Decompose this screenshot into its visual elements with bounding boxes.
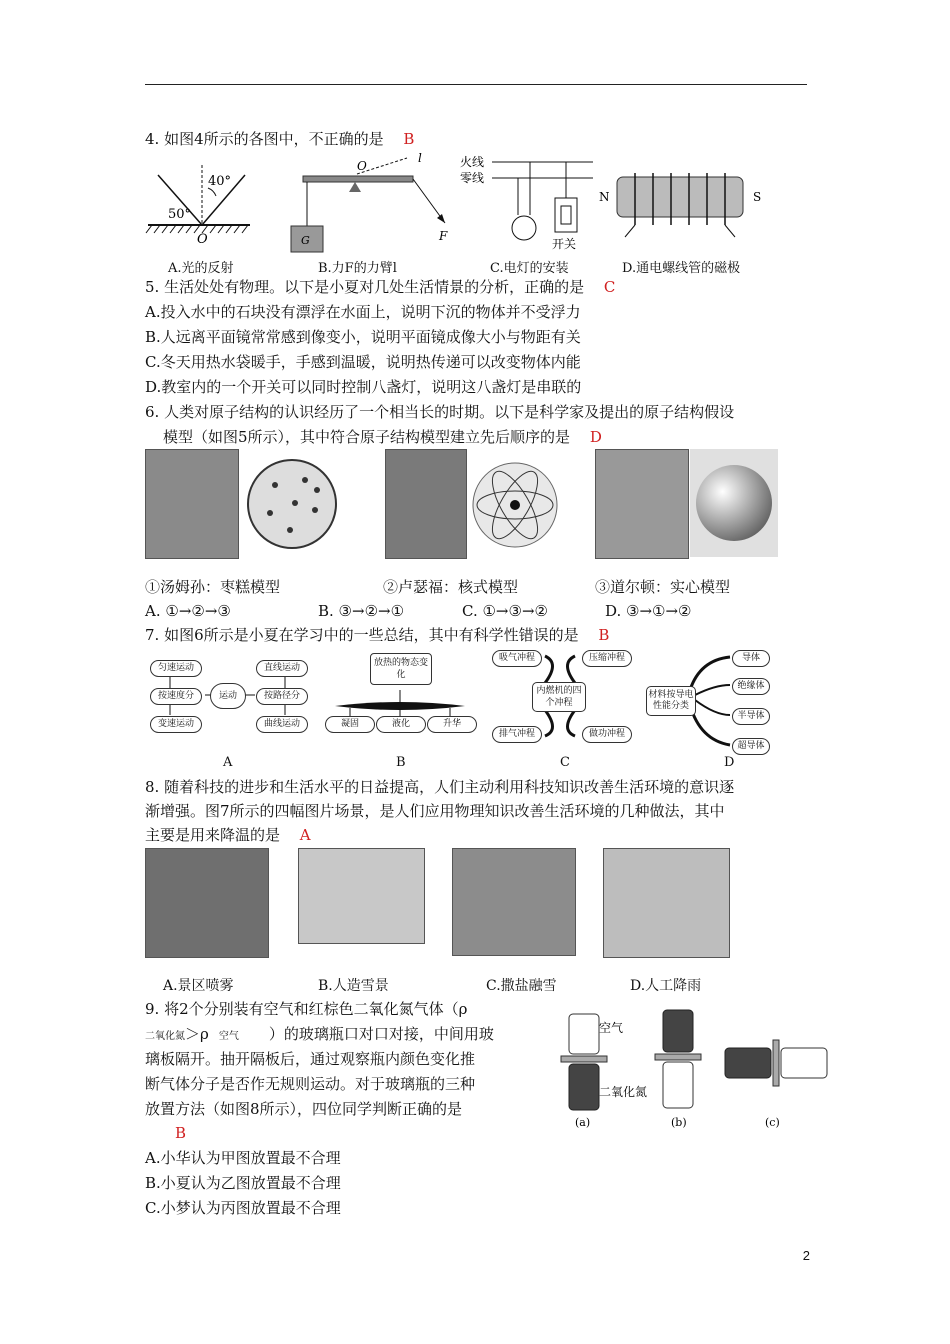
zero-wire-label: 零线 xyxy=(460,171,485,185)
q9-stem-line4: 断气体分子是否作无规则运动。对于玻璃瓶的三种 xyxy=(145,1075,476,1093)
angle-50-label: 50° xyxy=(168,207,192,222)
pole-s-label: S xyxy=(753,190,762,204)
q4-fig-d xyxy=(595,165,770,245)
switch-label: 开关 xyxy=(552,237,577,251)
map-a-by-path: 按路径分 xyxy=(256,688,308,705)
map-b-freeze: 凝固 xyxy=(325,716,375,733)
q8-caption-b: B.人造雪景 xyxy=(318,978,389,994)
map-a-center: 运动 xyxy=(210,683,246,709)
q4-fig-c xyxy=(458,150,598,255)
header-rule xyxy=(145,84,807,85)
map-c-exhaust: 排气冲程 xyxy=(492,726,542,743)
q5-stem: 5. 生活处处有物理。以下是小夏对几处生活情景的分析，正确的是 C xyxy=(145,278,616,296)
pivot-o-label: O xyxy=(357,159,367,173)
artificial-rain-photo xyxy=(603,848,730,958)
q6-option-a: A. ①→②→③ xyxy=(145,602,231,620)
map-c-intake: 吸气冲程 xyxy=(492,650,542,667)
q5-option-c: C.冬天用热水袋暖手，手感到温暖，说明热传递可以改变物体内能 xyxy=(145,353,581,371)
q8-stem-line1: 8. 随着科技的进步和生活水平的日益提高，人们主动利用科技知识改善生活环境的意识逐 xyxy=(145,778,735,796)
no2-label: 二氧化氮 xyxy=(599,1085,648,1099)
map-d-conductor: 导体 xyxy=(732,650,770,667)
q6-stem-line1: 6. 人类对原子结构的认识经历了一个相当长的时期。以下是科学家及提出的原子结构假设 xyxy=(145,403,735,421)
q5-option-b: B.人远离平面镜常常感到像变小，说明平面镜成像大小与物距有关 xyxy=(145,328,581,346)
q6-option-b: B. ③→②→① xyxy=(318,602,405,620)
air-label: 空气 xyxy=(599,1021,624,1035)
q5-option-d: D.教室内的一个开关可以同时控制八盏灯，说明这八盏灯是串联的 xyxy=(145,378,582,396)
q4-fig-b xyxy=(285,148,450,253)
q4-stem: 4. 如图4所示的各图中，不正确的是 B xyxy=(145,130,415,148)
rutherford-portrait xyxy=(385,449,467,559)
map-a-uniform: 匀速运动 xyxy=(150,660,202,677)
q7-label-c: C xyxy=(560,755,570,770)
nuclear-model xyxy=(470,458,560,553)
q9-option-c: C.小梦认为丙图放置最不合理 xyxy=(145,1199,341,1217)
q8-caption-c: C.撒盐融雪 xyxy=(486,978,557,994)
q4-caption-d: D.通电螺线管的磁极 xyxy=(622,261,741,276)
q7-stem: 7. 如图6所示是小夏在学习中的一些总结，其中有科学性错误的是 B xyxy=(145,626,610,644)
fig-c-label: (c) xyxy=(765,1116,780,1129)
q6-option-c: C. ①→③→② xyxy=(462,602,548,620)
q9-option-b: B.小夏认为乙图放置最不合理 xyxy=(145,1174,341,1192)
fire-wire-label: 火线 xyxy=(460,155,485,169)
thomson-portrait xyxy=(145,449,239,559)
pole-n-label: N xyxy=(599,190,610,204)
q7-label-d: D xyxy=(724,755,735,770)
q7-label-b: B xyxy=(396,755,406,770)
fig-b-label: (b) xyxy=(671,1116,687,1129)
q6-option-d: D. ③→①→② xyxy=(605,602,692,620)
angle-40-label: 40° xyxy=(208,174,232,189)
q8-stem-line2: 渐增强。图7所示的四幅图片场景，是人们应用物理知识改善生活环境的几种做法，其中 xyxy=(145,802,725,820)
dalton-portrait xyxy=(595,449,689,559)
q9-stem-line3: 璃板隔开。抽开隔板后，通过观察瓶内颜色变化推 xyxy=(145,1050,476,1068)
q9-stem-line1: 9. 将2个分别装有空气和红棕色二氧化氮气体（ρ xyxy=(145,1000,468,1018)
q9-stem-line5: 放置方法（如图8所示），四位同学判断正确的是 xyxy=(145,1100,463,1118)
solid-sphere-model xyxy=(690,449,778,557)
map-d-insulator: 绝缘体 xyxy=(732,678,770,695)
q9-stem-line2: 二氧化氮＞ρ 空气 ）的玻璃瓶口对口对接，中间用玻 xyxy=(145,1025,494,1043)
force-f-label: F xyxy=(439,229,448,243)
q9-answer: B xyxy=(175,1124,187,1142)
map-b-sublime: 升华 xyxy=(427,716,477,733)
map-d-superconductor: 超导体 xyxy=(732,738,770,755)
map-b-top: 放热的物态变化 xyxy=(370,653,432,685)
q4-caption-c: C.电灯的安装 xyxy=(490,261,569,276)
map-a-straight: 直线运动 xyxy=(256,660,308,677)
salt-snow-melt-photo xyxy=(452,848,576,956)
scenic-spray-photo xyxy=(145,848,269,958)
q6-stem-line2: 模型（如图5所示），其中符合原子结构模型建立先后顺序的是 D xyxy=(163,428,602,446)
plum-pudding-model xyxy=(245,455,340,553)
map-a-variable: 变速运动 xyxy=(150,716,202,733)
map-b-liquefy: 液化 xyxy=(376,716,426,733)
page-number: 2 xyxy=(802,1248,810,1263)
q4-caption-b: B.力F的力臂l xyxy=(318,261,397,276)
q6-caption-2: ②卢瑟福：核式模型 xyxy=(383,578,519,596)
map-c-center: 内燃机的四个冲程 xyxy=(532,682,586,712)
q6-caption-3: ③道尔顿：实心模型 xyxy=(595,578,731,596)
q4-fig-a xyxy=(140,150,260,250)
fig-a-label: (a) xyxy=(575,1116,591,1129)
map-c-compress: 压缩冲程 xyxy=(582,650,632,667)
arm-l-label: l xyxy=(418,151,422,165)
q6-caption-1: ①汤姆孙：枣糕模型 xyxy=(145,578,281,596)
q5-option-a: A.投入水中的石块没有漂浮在水面上，说明下沉的物体并不受浮力 xyxy=(145,303,581,321)
q8-caption-a: A.景区喷雾 xyxy=(163,978,234,994)
q8-stem-line3: 主要是用来降温的是 A xyxy=(145,826,311,844)
map-d-semiconductor: 半导体 xyxy=(732,708,770,725)
map-d-center: 材料按导电性能分类 xyxy=(646,686,696,716)
q9-bottle-figure xyxy=(555,1008,835,1133)
artificial-snow-photo xyxy=(298,848,425,944)
q8-caption-d: D.人工降雨 xyxy=(630,978,702,994)
map-c-power: 做功冲程 xyxy=(582,726,632,743)
map-a-by-speed: 按速度分 xyxy=(150,688,202,705)
map-a-curve: 曲线运动 xyxy=(256,716,308,733)
q9-option-a: A.小华认为甲图放置最不合理 xyxy=(145,1149,341,1167)
point-o-label: O xyxy=(197,232,208,247)
q7-label-a: A xyxy=(223,755,233,770)
q4-caption-a: A.光的反射 xyxy=(168,261,234,276)
g-label: G xyxy=(301,234,310,247)
